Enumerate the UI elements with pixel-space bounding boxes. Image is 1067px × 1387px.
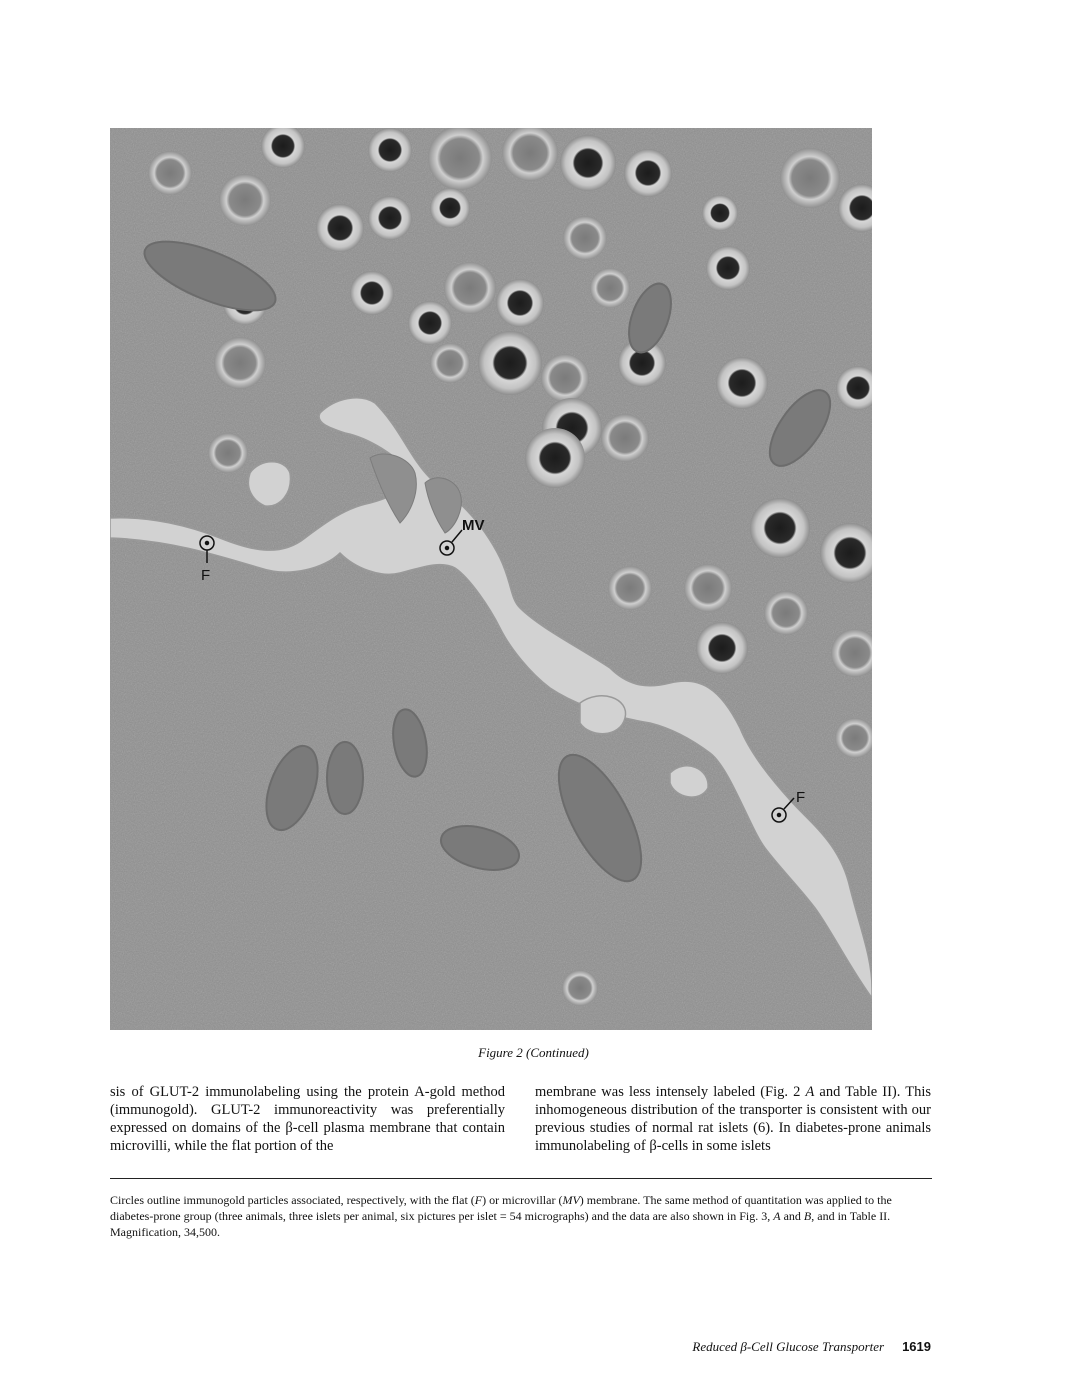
running-title: Reduced β-Cell Glucose Transporter	[692, 1339, 885, 1354]
label-f-right: F	[796, 789, 806, 806]
figure-legend	[110, 1192, 932, 1240]
body-right-figure-ref: A	[805, 1084, 815, 1100]
micrograph-svg	[110, 128, 872, 1030]
legend-text-4: and	[780, 1209, 804, 1223]
legend-fig-a: A	[773, 1209, 781, 1223]
legend-fig-b: B	[803, 1209, 812, 1223]
legend-text-2: ) or microvillar (	[482, 1193, 563, 1207]
body-right-text-2: and Table II). This inhomogeneous distribution of the transporter is consistent with our previous studies of normal rat islets (6). In diabetes-prone animals immunolabeling of β-cells in some islets	[535, 1084, 932, 1154]
legend-text-1: Circles outline immunogold particles associated, respectively, with the flat (	[110, 1193, 475, 1207]
figure-caption-title: Figure 2 (Continued)	[478, 1045, 589, 1060]
page-number: 1619	[902, 1339, 931, 1354]
legend-flat-abbrev: F	[474, 1193, 483, 1207]
legend-text-5: , and in Table II. Magnification, 34,500.	[110, 1209, 891, 1239]
body-right-text-1: membrane was less intensely labeled (Fig. 2	[535, 1084, 806, 1100]
footnote-divider	[110, 1178, 932, 1179]
electron-micrograph	[110, 128, 872, 1030]
label-f-left: F	[201, 567, 211, 584]
body-text-left-column: sis of GLUT-2 immunolabeling using the protein A-gold method (immunogold). GLUT-2 immunoreactivity was preferentially expressed on domains of the β-cell plasma membrane that contain microvilli, while the flat portion of the	[110, 1084, 505, 1154]
label-mv: MV	[462, 517, 485, 534]
legend-text-3: ) membrane. The same method of quantitation was applied to the diabetes-prone group (three animals, three islets per animal, six pictures per islet = 54 micrographs) and the data are also shown in Fig. 3,	[110, 1193, 892, 1223]
legend-microvillar-abbrev: MV	[562, 1193, 580, 1207]
body-text-right-column	[535, 1083, 931, 1155]
page-footer	[692, 1339, 931, 1355]
